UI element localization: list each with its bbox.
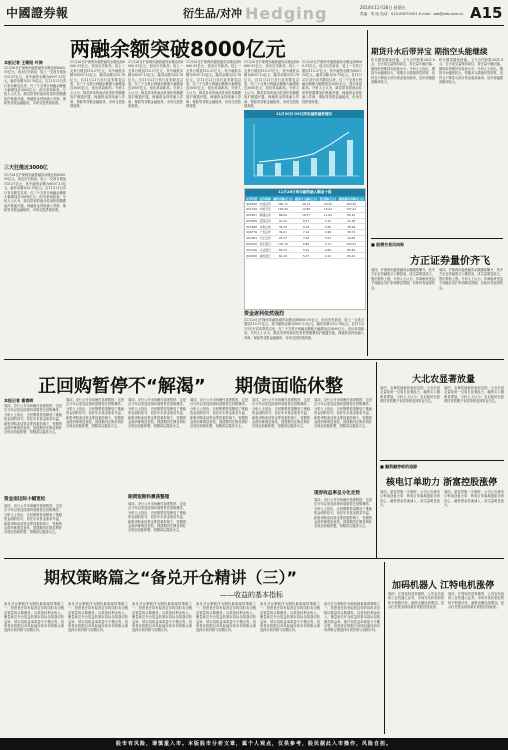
hengli-headline: 核电订单助力 浙富控股涨停	[386, 478, 498, 488]
table-cell: 38.99	[337, 224, 365, 230]
table-header-cell: 融资融券余额(亿元)	[338, 196, 364, 201]
robot-col-2	[448, 592, 504, 734]
table-cell: 126.50	[272, 206, 294, 212]
hengli-col-2	[444, 490, 504, 556]
repo-col-6	[314, 398, 372, 554]
table-cell: 4.60	[318, 247, 337, 253]
risk-disclaimer-footer: 股市有风险，请慎重入市。本版股市分析文章，属个人观点，仅供参考，股民据此入市操作，风险自担。	[0, 738, 508, 750]
table-header-cell: 证券简称	[259, 196, 271, 201]
options-col-5	[260, 602, 320, 734]
right-top-col-2	[439, 58, 503, 234]
repo-col-4	[190, 398, 248, 554]
table-cell: 600030	[246, 201, 258, 206]
right-top-headline: 期货升水后带异宝 期指空头能继续	[371, 47, 488, 56]
main-article-col-6	[302, 60, 362, 108]
treasury-tag: ■ 股债交易风向标	[371, 242, 405, 247]
table-cell: 5.77	[318, 241, 337, 247]
right-top-col-1	[371, 58, 435, 234]
table-cell: 14.88	[294, 206, 319, 212]
table-header-cell: 融资买入额(亿元)	[295, 196, 318, 201]
main-subhead-2: 资金逐利依然强烈	[244, 311, 285, 317]
column-divider	[367, 30, 368, 356]
section-watermark: Hedging	[245, 4, 328, 23]
table-header-cell: 偿还额(亿元)	[319, 196, 337, 201]
chart-bar	[329, 151, 335, 176]
main-body-8: 11月26日沪深两市融资融券余额达到8060.91亿元，创出历史新高，较上一交易日增加115.57亿元，其中融资余额为8007.13亿元，融券余额为53.78亿元。自11月21日央行宣布降息以来，仅三个交易日两融余额便大幅增加近3000亿元，创出单周新高。分析人士认为，降息带来的流动性宽松预期叠加沪港通开通，两融资金持续涌入券商、保险等非银金融板块，市场交投热情高涨。	[244, 318, 364, 340]
table-cell: 民生银行	[259, 242, 271, 247]
table-cell: 600837	[246, 213, 258, 218]
hengli-body-1: 周四，浙富控股一字涨停，公司公告称签订核电设备大单，核电订单落地提振市场信心，融资资金快速涌入，成交量明显放大。	[380, 490, 440, 508]
section-rule	[371, 238, 503, 239]
table-cell: 36.74	[337, 230, 365, 236]
table-cell: 5.91	[294, 247, 319, 253]
repo-subhead-1: 资金面边际小幅宽松	[4, 497, 46, 502]
table-cell: 16.37	[294, 212, 319, 218]
table-cell: 7.02	[294, 235, 319, 241]
table-row	[245, 253, 365, 259]
masthead: 中國證券報	[6, 6, 69, 20]
section-title: 衍生品/对冲	[183, 7, 243, 20]
table-cell: 85.65	[337, 247, 365, 253]
table-cell: 601166	[246, 247, 258, 252]
table-cell: 24.37	[272, 235, 294, 241]
daqian-body-1: 周四，农林牧渔板块表现活跃，大北农成交量较前一交易日显著放大，融资买入额明显增加。分析人士认为，农业板块在政策扶持预期下有望持续受到资金关注。	[380, 386, 440, 404]
hengli-tag: ■ 融资融券标的追踪	[380, 464, 418, 469]
table-cell: 41.38	[337, 218, 365, 224]
hengli-col-1	[380, 490, 440, 556]
options-body-4: 备兑开仓策略作为期权最基础的策略之一，投资者在持有标的证券的同时卖出相应数量的认购期权，以获取权利金收入。衡量备兑开仓收益的基本指标包括静态收益率、被行权收益率和盈亏平衡点等，投资者应根据自身风险偏好和市场判断合理选择行权价格与到期月份。	[196, 602, 256, 633]
repo-col-1	[4, 398, 62, 554]
options-col-4	[196, 602, 256, 734]
page-header	[0, 0, 508, 24]
table-cell: 85.22	[272, 247, 294, 253]
options-body-2: 备兑开仓策略作为期权最基础的策略之一，投资者在持有标的证券的同时卖出相应数量的认购期权，以获取权利金收入。衡量备兑开仓收益的基本指标包括静态收益率、被行权收益率和盈亏平衡点等，投资者应根据自身风险偏好和市场判断合理选择行权价格与到期月份。	[68, 602, 128, 633]
table-cell: 601688	[246, 224, 258, 229]
chart-bar	[293, 161, 299, 176]
right-top-body-2: 昨日期指震荡回落，主力合约收报2621.8点，全天成交量保持高位，持仓量小幅回落，期现价差维持在较高水平。分析人士指出，期指升水幅度较大，短期多头情绪仍然浓厚，但持仓下降显示部分资金逢高离场，后市宽幅震荡概率较大。	[439, 58, 503, 85]
repo-byline: 本报记者 葛春晖	[4, 398, 34, 403]
table-cell: 4.98	[318, 230, 337, 236]
repo-body-2: 周四，央行公开市场操作再度暂停，这是自今年以来连续第四周暂停正回购操作。分析人士指出，正回购暂停虽释放了维稳资金面的信号，但在年末资金需求升温、新股申购冻结资金等因素影响下，短期资金面仍难明显宽松。国债期货在降息利好兑现后面临休整，短期或以震荡为主。	[4, 504, 62, 535]
table-cell: 64.19	[272, 253, 294, 259]
table-cell: 招商证券	[259, 218, 271, 223]
page-number: A15	[470, 4, 503, 22]
chart-bar	[275, 163, 281, 176]
table-cell: 海通证券	[259, 213, 271, 218]
table-header-cell: 证券代码	[246, 196, 258, 201]
robot-body-1: 周四，江特电机逆势涨停，公司宣布加码工业机器人业务，市场对其转型前景给予积极评价。融资余额连续增加，显示杠杆资金持续看好该股后续表现。	[388, 592, 444, 610]
section-rule	[4, 558, 504, 559]
table-cell: 102.67	[337, 241, 365, 247]
repo-body-4: 周四，央行公开市场操作再度暂停，这是自今年以来连续第四周暂停正回购操作。分析人士指出，正回购暂停虽释放了维稳资金面的信号，但在年末资金需求升温、新股申购冻结资金等因素影响下，短期资金面仍难明显宽松。国债期货在降息利好兑现后面临休整，短期或以震荡为主。	[128, 398, 186, 429]
main-byline: 本报记者 王朝阳 叶涛	[4, 60, 43, 65]
treasury-body-2: 周四，沪深两市融资融券余额继续攀升，其中方正证券融资买入额居前，成交量明显放大，股价强势上涨。分析人士认为，券商板块受益于两融业务扩张和降息预期，后续仍有表现机会。	[439, 268, 503, 290]
options-col-1	[4, 602, 64, 734]
table-cell: 8.02	[294, 224, 319, 230]
table-cell: 89.10	[337, 212, 365, 218]
table-cell: 中信证券	[259, 201, 271, 206]
top-financing-table	[244, 188, 366, 310]
table-cell: 24.40	[337, 235, 365, 241]
right-top-body-1: 昨日期指震荡回落，主力合约收报2621.8点，全天成交量保持高位，持仓量小幅回落，期现价差维持在较高水平。分析人士指出，期指升水幅度较大，短期多头情绪仍然浓厚，但持仓下降显示部分资金逢高离场，后市宽幅震荡概率较大。	[371, 58, 435, 85]
repo-col-5	[252, 398, 310, 554]
chart-series-line	[259, 132, 349, 162]
daqian-body-2: 周四，农林牧渔板块表现活跃，大北农成交量较前一交易日显著放大，融资买入额明显增加。分析人士认为，农业板块在政策扶持预期下有望持续受到资金关注。	[444, 386, 504, 404]
treasury-col-1	[371, 268, 435, 356]
table-cell: 11.64	[318, 212, 337, 218]
main-article-col-3	[128, 60, 183, 356]
table-title: 11月26日两市融资融入额前十股	[245, 189, 365, 196]
hengli-body-2: 周四，浙富控股一字涨停，公司公告称签订核电设备大单，核电订单落地提振市场信心，融资资金快速涌入，成交量明显放大。	[444, 490, 504, 508]
table-cell: 5.19	[318, 218, 337, 224]
options-headline: 期权策略篇之“备兑开仓精讲（三）”	[44, 568, 298, 587]
main-article-col-7	[244, 310, 364, 356]
main-subhead-1: 三天狂揽近3000亿	[4, 165, 48, 171]
table-cell: 36.61	[272, 230, 294, 236]
daqian-col-1	[380, 386, 440, 456]
repo-body-6: 周四，央行公开市场操作再度暂停，这是自今年以来连续第四周暂停正回购操作。分析人士指出，正回购暂停虽释放了维稳资金面的信号，但在年末资金需求升温、新股申购冻结资金等因素影响下，短期资金面仍难明显宽松。国债期货在降息利好兑现后面临休整，短期或以震荡为主。	[190, 398, 248, 429]
section-rule	[4, 359, 504, 360]
repo-subhead-2: 期债短期料震荡整理	[128, 495, 170, 500]
chart-plot	[244, 118, 364, 185]
repo-subhead: 期债面临休整	[235, 376, 343, 397]
column-divider	[384, 562, 385, 734]
table-cell: 127.21	[337, 206, 365, 212]
table-cell: 162.71	[272, 201, 294, 206]
table-cell: 41.25	[272, 218, 294, 224]
table-cell: 5.47	[294, 253, 319, 259]
options-col-6	[324, 602, 380, 734]
options-subhead: ——收益的基本指标	[220, 591, 283, 599]
main-body-7: 11月26日沪深两市融资融券余额达到8060.91亿元，创出历史新高，较上一交易日增加115.57亿元，其中融资余额为8007.13亿元，融券余额为53.78亿元。自11月21日央行宣布降息以来，仅三个交易日两融余额便大幅增加近3000亿元，创出单周新高。分析人士认为，降息带来的流动性宽松预期叠加沪港通开通，两融资金持续涌入券商、保险等非银金融板块，市场交投热情高涨。	[302, 60, 362, 104]
treasury-headline: 方正证券量价齐飞	[410, 256, 490, 267]
robot-headline: 加码机器人 江特电机涨停	[392, 581, 495, 591]
options-body-1: 备兑开仓策略作为期权最基础的策略之一，投资者在持有标的证券的同时卖出相应数量的认购期权，以获取权利金收入。衡量备兑开仓收益的基本指标包括静态收益率、被行权收益率和盈亏平衡点等，投资者应根据自身风险偏好和市场判断合理选择行权价格与到期月份。	[4, 602, 64, 633]
treasury-body-1: 周四，沪深两市融资融券余额继续攀升，其中方正证券融资买入额居前，成交量明显放大，股价强势上涨。分析人士认为，券商板块受益于两融业务扩张和降息预期，后续仍有表现机会。	[371, 268, 435, 290]
table-cell: 兴业银行	[259, 247, 271, 252]
margin-balance-chart	[244, 110, 364, 185]
table-header-cell: 融资余额(亿元)	[273, 196, 293, 201]
table-cell: 601901	[246, 236, 258, 241]
options-body-6: 备兑开仓策略作为期权最基础的策略之一，投资者在持有标的证券的同时卖出相应数量的认购期权，以获取权利金收入。衡量备兑开仓收益的基本指标包括静态收益率、被行权收益率和盈亏平衡点等，投资者应根据自身风险偏好和市场判断合理选择行权价格与到期月份。	[324, 602, 380, 633]
table-cell: 163.40	[337, 201, 365, 206]
table-cell: 5.80	[318, 224, 337, 230]
table-cell: 华泰证券	[259, 224, 271, 229]
options-body-5: 备兑开仓策略作为期权最基础的策略之一，投资者在持有标的证券的同时卖出相应数量的认购期权，以获取权利金收入。衡量备兑开仓收益的基本指标包括静态收益率、被行权收益率和盈亏平衡点等，投资者应根据自身风险偏好和市场判断合理选择行权价格与到期月份。	[260, 602, 320, 633]
table-cell: 3.51	[318, 235, 337, 241]
main-article-col-2	[70, 60, 125, 356]
chart-title: 11月20日-26日两市融资融券情况	[244, 110, 364, 118]
main-headline: 两融余额突破8000亿元	[70, 37, 286, 61]
robot-col-1	[388, 592, 444, 734]
table-cell: 4.13	[318, 253, 337, 259]
table-cell: 600016	[246, 242, 258, 247]
column-divider	[376, 362, 377, 558]
options-col-2	[68, 602, 128, 734]
table-cell: 600000	[246, 253, 258, 258]
main-body-4: 11月26日沪深两市融资融券余额达到8060.91亿元，创出历史新高，较上一交易日增加115.57亿元，其中融资余额为8007.13亿元，融券余额为53.78亿元。自11月21日央行宣布降息以来，仅三个交易日两融余额便大幅增加近3000亿元，创出单周新高。分析人士认为，降息带来的流动性宽松预期叠加沪港通开通，两融资金持续涌入券商、保险等非银金融板块，市场交投热情高涨。	[128, 60, 183, 109]
chart-bar	[257, 164, 263, 176]
main-body-3: 11月26日沪深两市融资融券余额达到8060.91亿元，创出历史新高，较上一交易日增加115.57亿元，其中融资余额为8007.13亿元，融券余额为53.78亿元。自11月21日央行宣布降息以来，仅三个交易日两融余额便大幅增加近3000亿元，创出单周新高。分析人士认为，降息带来的流动性宽松预期叠加沪港通开通，两融资金持续涌入券商、保险等非银金融板块，市场交投热情高涨。	[70, 60, 125, 109]
editor-meta: 责编：朱 晗 电话：010-63070431 E-mail：zzb@zzb.com.cn	[360, 12, 464, 16]
main-article-col-1	[4, 60, 66, 356]
table-cell: 38.76	[272, 224, 294, 230]
repo-body-1: 周四，央行公开市场操作再度暂停，这是自今年以来连续第四周暂停正回购操作。分析人士指出，正回购暂停虽释放了维稳资金面的信号，但在年末资金需求升温、新股申购冻结资金等因素影响下，短期资金面仍难明显宽松。国债期货在降息利好兑现后面临休整，短期或以震荡为主。	[4, 404, 62, 435]
header-rule	[4, 25, 504, 26]
issue-date: 2014年11月28日 星期五	[360, 5, 406, 10]
daqian-col-2	[444, 386, 504, 456]
table-cell: 102.30	[272, 241, 294, 247]
table-cell: 6.85	[294, 241, 319, 247]
repo-body-9: 周四，央行公开市场操作再度暂停，这是自今年以来连续第四周暂停正回购操作。分析人士指出，正回购暂停虽释放了维稳资金面的信号，但在年末资金需求升温、新股申购冻结资金等因素影响下，短期资金面仍难明显宽松。国债期货在降息利好兑现后面临休整，短期或以震荡为主。	[314, 498, 372, 529]
repo-col-3	[128, 398, 186, 554]
table-cell: 000776	[246, 230, 258, 235]
robot-body-2: 周四，江特电机逆势涨停，公司宣布加码工业机器人业务，市场对其转型前景给予积极评价。融资余额连续增加，显示杠杆资金持续看好该股后续表现。	[448, 592, 504, 610]
main-article-col-5	[244, 60, 299, 108]
chart-bar	[347, 140, 353, 176]
table-cell: 浦发银行	[259, 253, 271, 258]
chart-bar	[311, 158, 317, 176]
repo-col-2	[66, 398, 124, 554]
daqian-headline: 大北农显著放量	[412, 375, 476, 385]
table-cell: 7.44	[294, 230, 319, 236]
repo-body-5: 周四，央行公开市场操作再度暂停，这是自今年以来连续第四周暂停正回购操作。分析人士指出，正回购暂停虽释放了维稳资金面的信号，但在年末资金需求升温、新股申购冻结资金等因素影响下，短期资金面仍难明显宽松。国债期货在降息利好兑现后面临休整，短期或以震荡为主。	[128, 502, 186, 533]
repo-body-8: 周四，央行公开市场操作再度暂停，这是自今年以来连续第四周暂停正回购操作。分析人士指出，正回购暂停虽释放了维稳资金面的信号，但在年末资金需求升温、新股申购冻结资金等因素影响下，短期资金面仍难明显宽松。国债期货在降息利好兑现后面临休整，短期或以震荡为主。	[314, 398, 372, 429]
table-cell: 10.22	[318, 206, 337, 212]
options-col-3	[132, 602, 192, 734]
table-cell: 方正证券	[259, 236, 271, 241]
repo-headline: 正回购暂停不“解渴”	[38, 376, 206, 397]
main-article-col-4	[186, 60, 241, 356]
table-cell: 29.13	[294, 201, 319, 206]
main-body-5: 11月26日沪深两市融资融券余额达到8060.91亿元，创出历史新高，较上一交易日增加115.57亿元，其中融资余额为8007.13亿元，融券余额为53.78亿元。自11月21日央行宣布降息以来，仅三个交易日两融余额便大幅增加近3000亿元，创出单周新高。分析人士认为，降息带来的流动性宽松预期叠加沪港通开通，两融资金持续涌入券商、保险等非银金融板块，市场交投热情高涨。	[186, 60, 241, 109]
main-body-2: 11月26日沪深两市融资融券余额达到8060.91亿元，创出历史新高，较上一交易日增加115.57亿元，其中融资余额为8007.13亿元，融券余额为53.78亿元。自11月21日央行宣布降息以来，仅三个交易日两融余额便大幅增加近3000亿元，创出单周新高。分析人士认为，降息带来的流动性宽松预期叠加沪港通开通，两融资金持续涌入券商、保险等非银金融板块，市场交投热情高涨。	[4, 173, 66, 213]
repo-subhead-3: 现券收益率呈分化走势	[314, 491, 360, 496]
table-cell: 64.41	[337, 253, 365, 259]
main-body-1: 11月26日沪深两市融资融券余额达到8060.91亿元，创出历史新高，较上一交易日增加115.57亿元，其中融资余额为8007.13亿元，融券余额为53.78亿元。自11月21日央行宣布降息以来，仅三个交易日两融余额便大幅增加近3000亿元，创出单周新高。分析人士认为，降息带来的流动性宽松预期叠加沪港通开通，两融资金持续涌入券商、保险等非银金融板块，市场交投热情高涨。	[4, 66, 66, 106]
table-cell: 601318	[246, 207, 258, 212]
table-cell: 20.35	[318, 201, 337, 206]
table-cell: 中国平安	[259, 207, 271, 212]
main-body-6: 11月26日沪深两市融资融券余额达到8060.91亿元，创出历史新高，较上一交易日增加115.57亿元，其中融资余额为8007.13亿元，融券余额为53.78亿元。自11月21日央行宣布降息以来，仅三个交易日两融余额便大幅增加近3000亿元，创出单周新高。分析人士认为，降息带来的流动性宽松预期叠加沪港通开通，两融资金持续涌入券商、保险等非银金融板块，市场交投热情高涨。	[244, 60, 299, 108]
repo-body-3: 周四，央行公开市场操作再度暂停，这是自今年以来连续第四周暂停正回购操作。分析人士指出，正回购暂停虽释放了维稳资金面的信号，但在年末资金需求升温、新股申购冻结资金等因素影响下，短期资金面仍难明显宽松。国债期货在降息利好兑现后面临休整，短期或以震荡为主。	[66, 398, 124, 429]
repo-body-7: 周四，央行公开市场操作再度暂停，这是自今年以来连续第四周暂停正回购操作。分析人士指出，正回购暂停虽释放了维稳资金面的信号，但在年末资金需求升温、新股申购冻结资金等因素影响下，短期资金面仍难明显宽松。国债期货在降息利好兑现后面临休整，短期或以震荡为主。	[252, 398, 310, 429]
table-cell: 88.64	[272, 212, 294, 218]
options-body-3: 备兑开仓策略作为期权最基础的策略之一，投资者在持有标的证券的同时卖出相应数量的认购期权，以获取权利金收入。衡量备兑开仓收益的基本指标包括静态收益率、被行权收益率和盈亏平衡点等，投资者应根据自身风险偏好和市场判断合理选择行权价格与到期月份。	[132, 602, 192, 633]
table-header-row	[245, 196, 365, 201]
data-table	[245, 196, 365, 259]
table-cell: 600999	[246, 218, 258, 223]
table-cell: 广发证券	[259, 230, 271, 235]
table-cell: 8.57	[294, 218, 319, 224]
treasury-col-2	[439, 268, 503, 356]
section-rule	[380, 460, 504, 461]
